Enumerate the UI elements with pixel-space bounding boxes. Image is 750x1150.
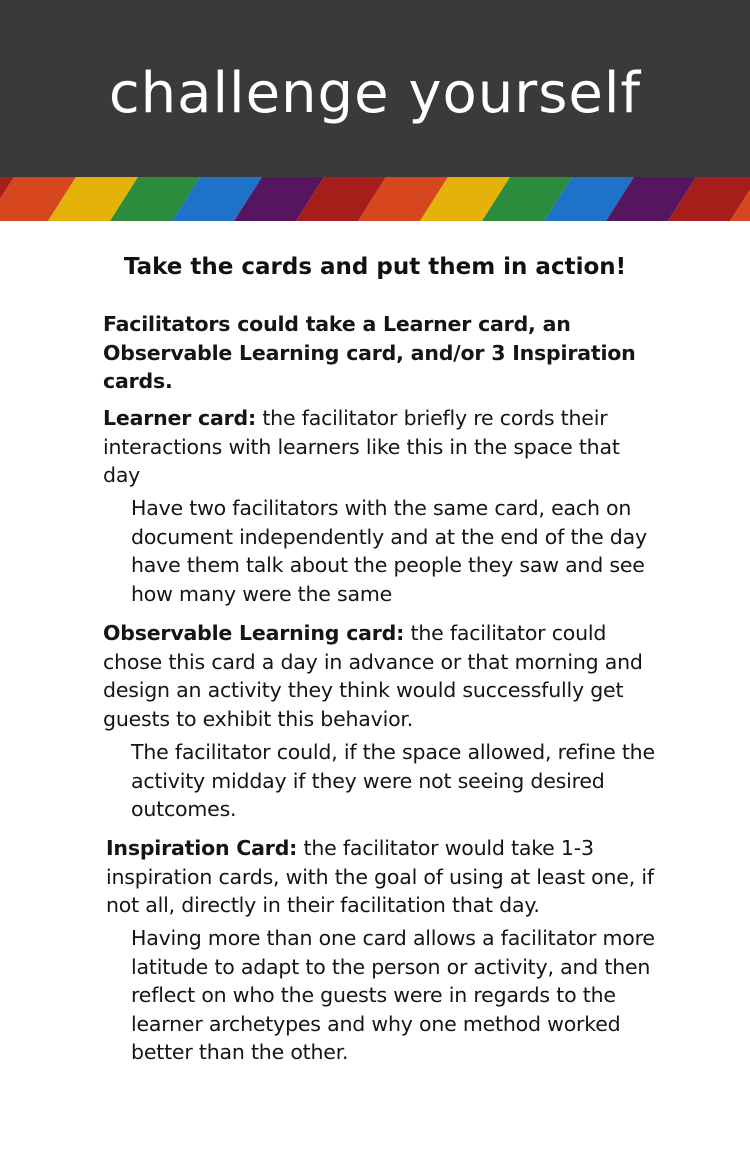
page-title: challenge yourself (108, 61, 642, 126)
inspiration-card-text: the facilitator would take 1-3 inspiration cards, with the goal of using at least one, if not all, directly in their facilitation that day. (106, 836, 654, 917)
learner-card-label: Learner card: (103, 406, 257, 430)
learner-card-detail: Have two facilitators with the same card, each on document independently and at the end of the day have them talk about the people they saw and see how many were the same (131, 496, 647, 606)
section-heading: Take the cards and put them in action! (123, 254, 627, 280)
inspiration-card-detail: Having more than one card allows a facilitator more latitude to adapt to the person or activity, and then reflect on who the guests were in regards to the learner archetypes and why one method worked better than the other. (131, 926, 655, 1064)
inspiration-card-paragraph (106, 834, 654, 920)
rainbow-stripe (0, 177, 750, 221)
observable-card-detail: The facilitator could, if the space allowed, refine the activity midday if they were not seeing desired outcomes. (131, 740, 655, 821)
observable-card-paragraph (103, 619, 648, 733)
header-banner (0, 0, 750, 177)
inspiration-card-label: Inspiration Card: (106, 836, 298, 860)
intro-paragraph: Facilitators could take a Learner card, an Observable Learning card, and/or 3 Inspiration cards. (103, 312, 636, 393)
learner-card-text: the facilitator briefly re cords their interactions with learners like this in the space that day (103, 406, 620, 487)
rainbow-stripe-graphic (0, 177, 750, 221)
observable-card-text: the facilitator could chose this card a day in advance or that morning and design an activity they think would successfully get guests to exhibit this behavior. (103, 621, 643, 731)
learner-card-paragraph (103, 404, 633, 490)
observable-card-label: Observable Learning card: (103, 621, 405, 645)
